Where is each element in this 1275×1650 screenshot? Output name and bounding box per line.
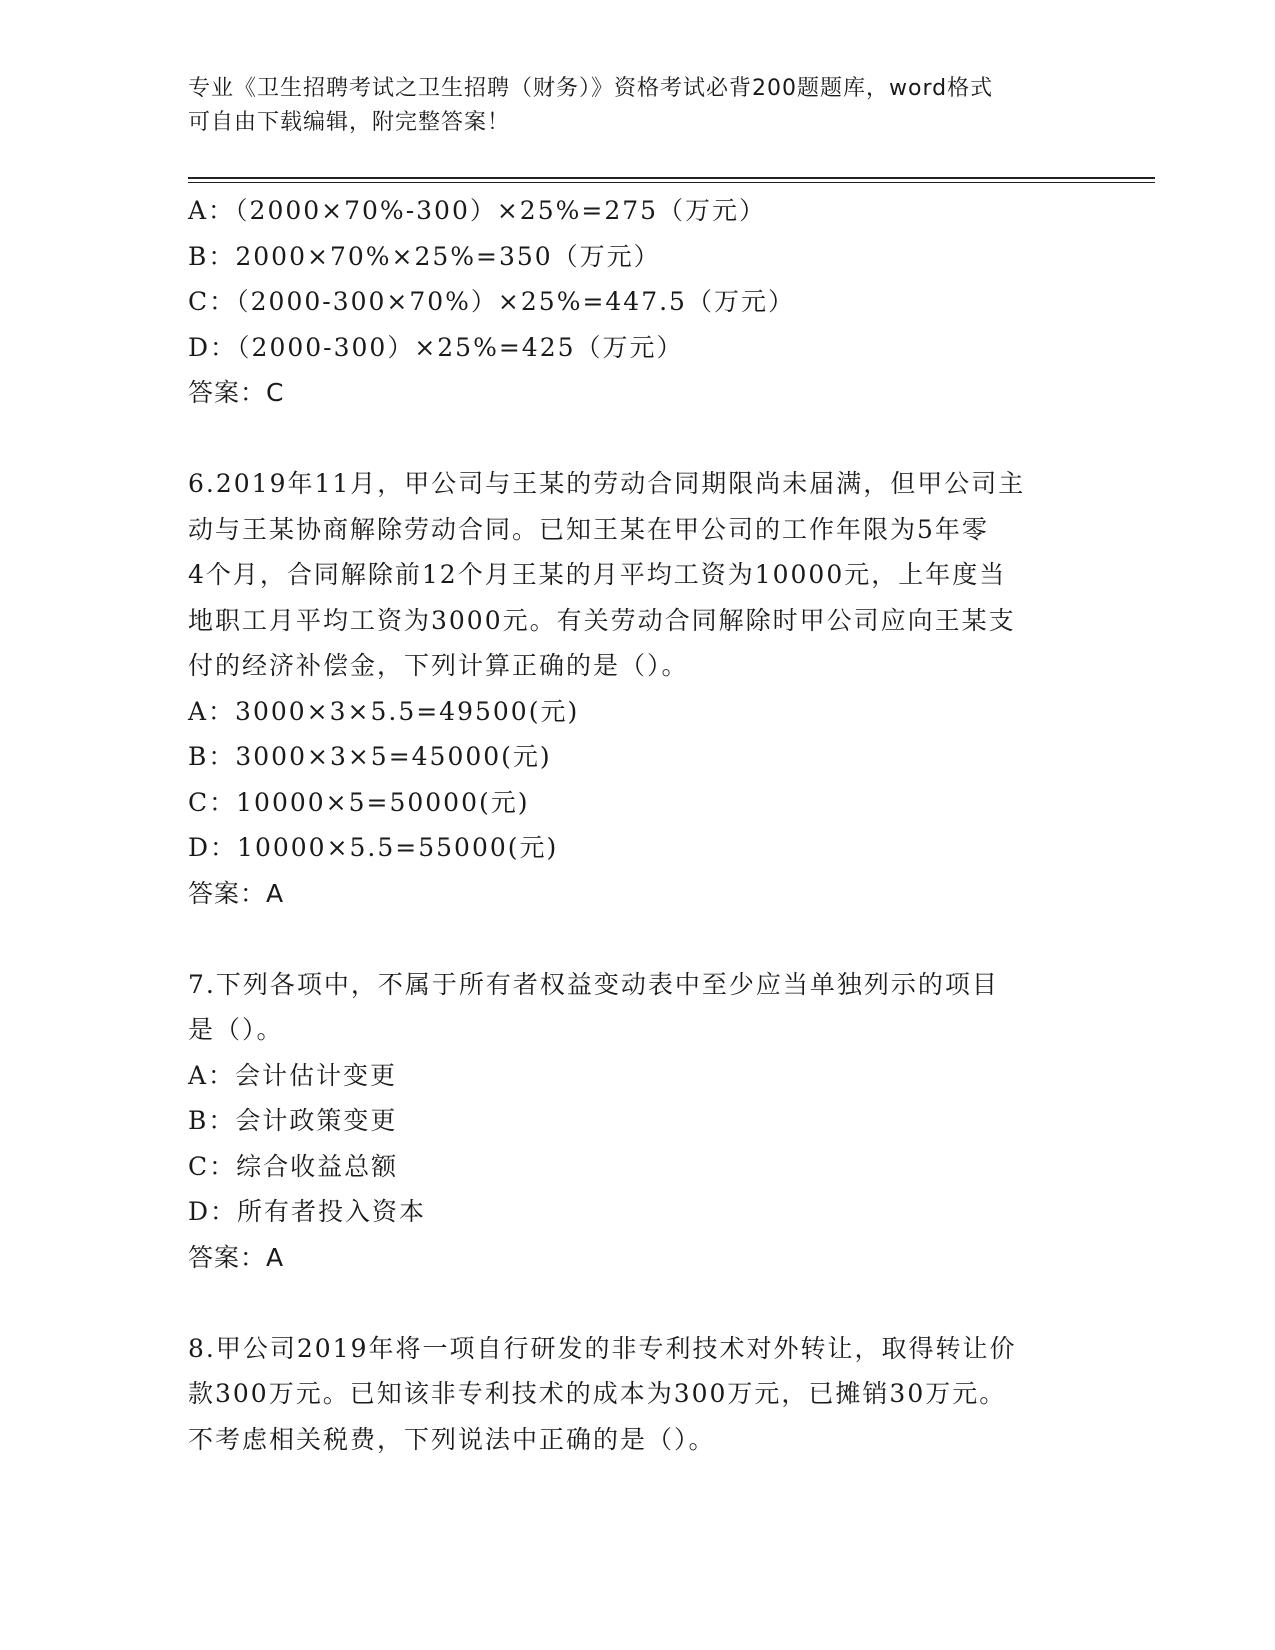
q6-answer: 答案：A	[188, 878, 285, 908]
q5-answer: 答案：C	[188, 378, 285, 407]
q8-stem-line-3: 不考虑相关税费，下列说法中正确的是（）。	[188, 1424, 716, 1454]
spacer	[188, 1280, 1088, 1326]
question-6-block	[188, 461, 1088, 916]
header-divider-thin	[188, 182, 1155, 183]
header-divider-thick	[188, 177, 1155, 179]
q5-option-c: C：（2000-300×70%）×25%=447.5（万元）	[188, 287, 795, 316]
question-8-block	[188, 1326, 1088, 1463]
q6-stem-line-5: 付的经济补偿金，下列计算正确的是（）。	[188, 651, 689, 680]
q6-stem-line-2: 动与王某协商解除劳动合同。已知王某在甲公司的工作年限为5年零	[188, 514, 989, 544]
q7-stem-line-2: 是（）。	[188, 1015, 284, 1044]
q7-option-d: D：所有者投入资本	[188, 1197, 427, 1226]
q7-stem-line-1: 7.下列各项中，不属于所有者权益变动表中至少应当单独列示的项目	[188, 969, 999, 999]
q5-option-a: A：（2000×70%-300）×25%=275（万元）	[188, 196, 767, 225]
q6-stem-line-4: 地职工月平均工资为3000元。有关劳动合同解除时甲公司应向王某支	[188, 605, 1016, 635]
q7-option-b: B：会计政策变更	[188, 1106, 398, 1135]
question-7-block	[188, 962, 1088, 1281]
q5-option-b: B：2000×70%×25%=350（万元）	[188, 241, 661, 271]
question-5-block	[188, 188, 1088, 416]
document-header	[188, 72, 1088, 140]
q7-answer: 答案：A	[188, 1242, 285, 1272]
q7-option-c: C：综合收益总额	[188, 1151, 399, 1181]
q8-stem-line-1: 8.甲公司2019年将一项自行研发的非专利技术对外转让，取得转让价	[188, 1333, 1017, 1363]
q6-stem-line-3: 4个月，合同解除前12个月王某的月平均工资为10000元，上年度当	[188, 560, 1007, 589]
header-title-line-1: 专业《卫生招聘考试之卫生招聘（财务）》资格考试必背200题题库，word格式	[188, 76, 994, 101]
q6-option-a: A：3000×3×5.5=49500(元)	[188, 696, 580, 726]
q7-option-a: A：会计估计变更	[188, 1060, 398, 1090]
header-title-line-2: 可自由下载编辑，附完整答案！	[188, 110, 511, 135]
q6-option-b: B：3000×3×5=45000(元)	[188, 742, 552, 771]
q6-option-d: D：10000×5.5=55000(元)	[188, 833, 559, 862]
question-content	[188, 188, 1088, 1462]
spacer	[188, 416, 1088, 462]
q6-stem-line-1: 6.2019年11月，甲公司与王某的劳动合同期限尚未届满，但甲公司主	[188, 469, 1026, 498]
q8-stem-line-2: 款300万元。已知该非专利技术的成本为300万元，已摊销30万元。	[188, 1379, 1007, 1408]
spacer	[188, 916, 1088, 962]
q6-option-c: C：10000×5=50000(元)	[188, 787, 530, 817]
q5-option-d: D：（2000-300）×25%=425（万元）	[188, 332, 684, 362]
